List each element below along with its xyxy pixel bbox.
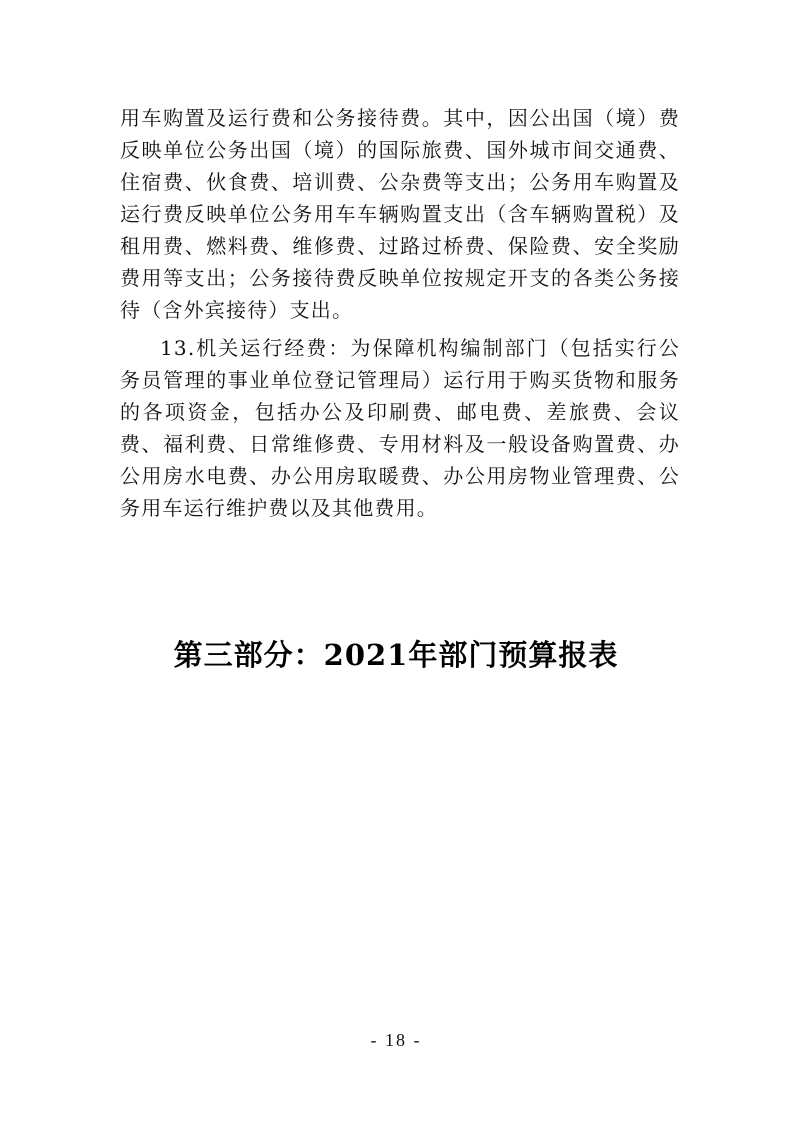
page-number: - 18 -: [370, 1030, 422, 1050]
paragraph-item-13: 13.机关运行经费：为保障机构编制部门（包括实行公务员管理的事业单位登记管理局）运行用于购买货物和服务的各项资金，包括办公及印刷费、邮电费、差旅费、会议费、福利费、日常维修费、专用材料及一般设备购置费、办公用房水电费、办公用房取暖费、办公用房物业管理费、公务用车运行维护费以及其他费用。: [120, 336, 680, 520]
paragraph-continuation: 用车购置及运行费和公务接待费。其中，因公出国（境）费反映单位公务出国（境）的国际旅费、国外城市间交通费、住宿费、伙食费、培训费、公杂费等支出；公务用车购置及运行费反映单位公务用车车辆购置支出（含车辆购置税）及租用费、燃料费、维修费、过路过桥费、保险费、安全奖励费用等支出；公务接待费反映单位按规定开支的各类公务接待（含外宾接待）支出。: [120, 106, 680, 322]
body-text: [120, 102, 680, 524]
section-title: 第三部分：2021年部门预算报表: [173, 638, 619, 672]
